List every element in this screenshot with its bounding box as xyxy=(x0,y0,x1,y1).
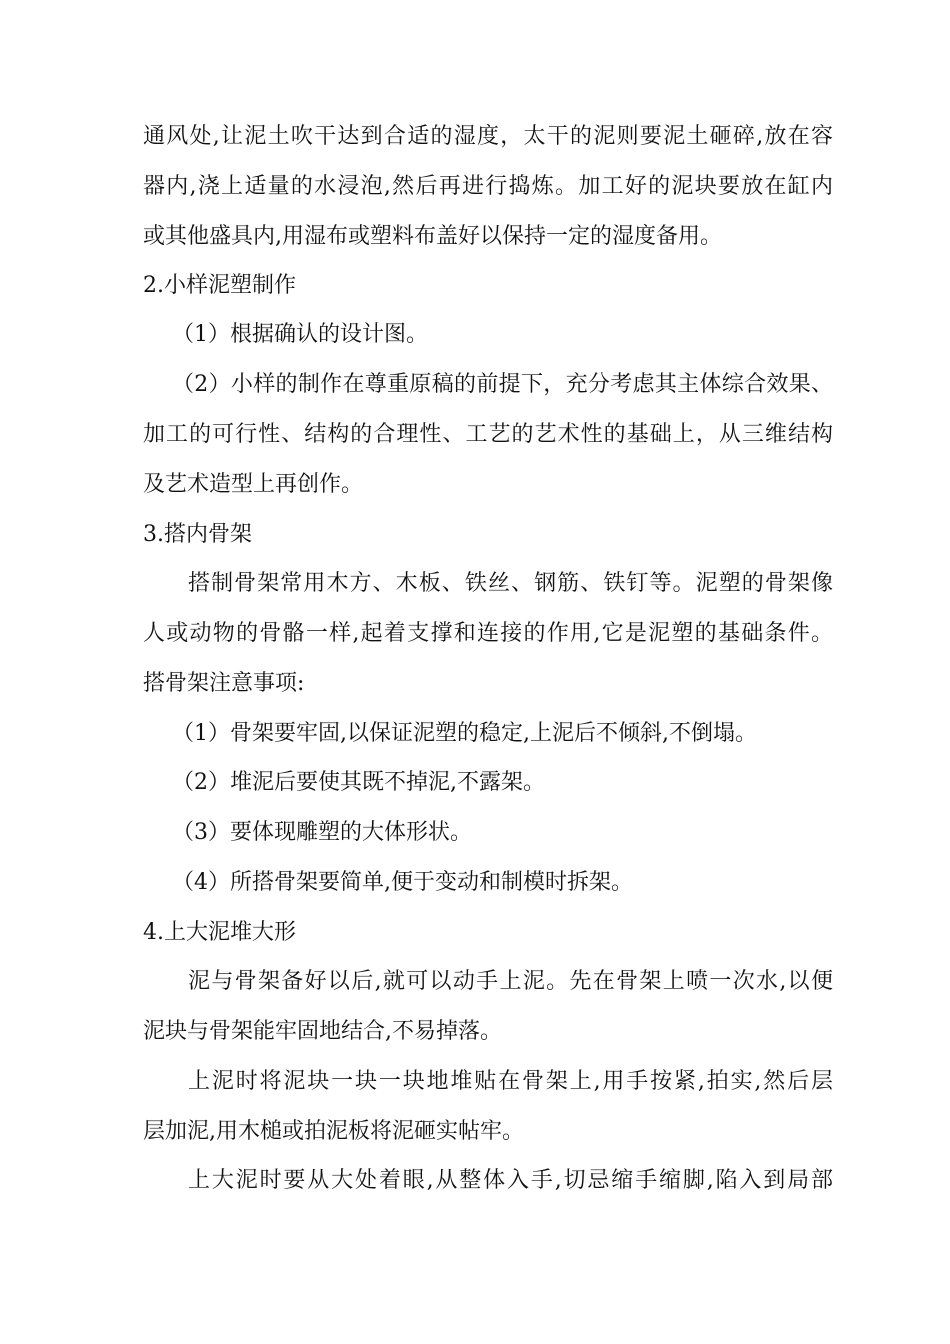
body-text-line: 加工的可行性、结构的合理性、工艺的艺术性的基础上，从三维结构 xyxy=(143,422,833,447)
body-text-line: 上泥时将泥块一块一块地堆贴在骨架上,用手按紧,拍实,然后层 xyxy=(188,1069,833,1094)
body-text-line: 通风处,让泥土吹干达到合适的湿度，太干的泥则要泥土砸碎,放在容 xyxy=(143,124,833,149)
body-text-line: 搭骨架注意事项: xyxy=(143,671,305,696)
list-item: （2）堆泥后要使其既不掉泥,不露架。 xyxy=(172,770,545,795)
body-text-line: 层加泥,用木槌或拍泥板将泥砸实帖牢。 xyxy=(143,1119,524,1144)
section-heading: 2.小样泥塑制作 xyxy=(143,273,296,298)
body-text-line: 或其他盛具内,用湿布或塑料布盖好以保持一定的湿度备用。 xyxy=(143,224,722,249)
list-item: （2）小样的制作在尊重原稿的前提下，充分考虑其主体综合效果、 xyxy=(172,372,833,397)
body-text-line: 泥块与骨架能牢固地结合,不易掉落。 xyxy=(143,1019,502,1044)
list-item: （4）所搭骨架要简单,便于变动和制模时拆架。 xyxy=(172,870,633,895)
body-text-line: 及艺术造型上再创作。 xyxy=(143,472,364,497)
body-text-line: 器内,浇上适量的水浸泡,然后再进行捣炼。加工好的泥块要放在缸内 xyxy=(143,174,833,199)
list-item: （1）根据确认的设计图。 xyxy=(172,322,428,347)
list-item: （1）骨架要牢固,以保证泥塑的稳定,上泥后不倾斜,不倒塌。 xyxy=(172,721,757,746)
section-heading: 3.搭内骨架 xyxy=(143,522,252,547)
list-item: （3）要体现雕塑的大体形状。 xyxy=(172,820,472,845)
section-heading: 4.上大泥堆大形 xyxy=(143,920,296,945)
body-text-line: 人或动物的骨骼一样,起着支撑和连接的作用,它是泥塑的基础条件。 xyxy=(143,621,833,646)
body-text-line: 搭制骨架常用木方、木板、铁丝、钢筋、铁钉等。泥塑的骨架像 xyxy=(188,571,833,596)
body-text-line: 泥与骨架备好以后,就可以动手上泥。先在骨架上喷一次水,以便 xyxy=(188,969,833,994)
body-text-line: 上大泥时要从大处着眼,从整体入手,切忌缩手缩脚,陷入到局部 xyxy=(188,1168,833,1193)
